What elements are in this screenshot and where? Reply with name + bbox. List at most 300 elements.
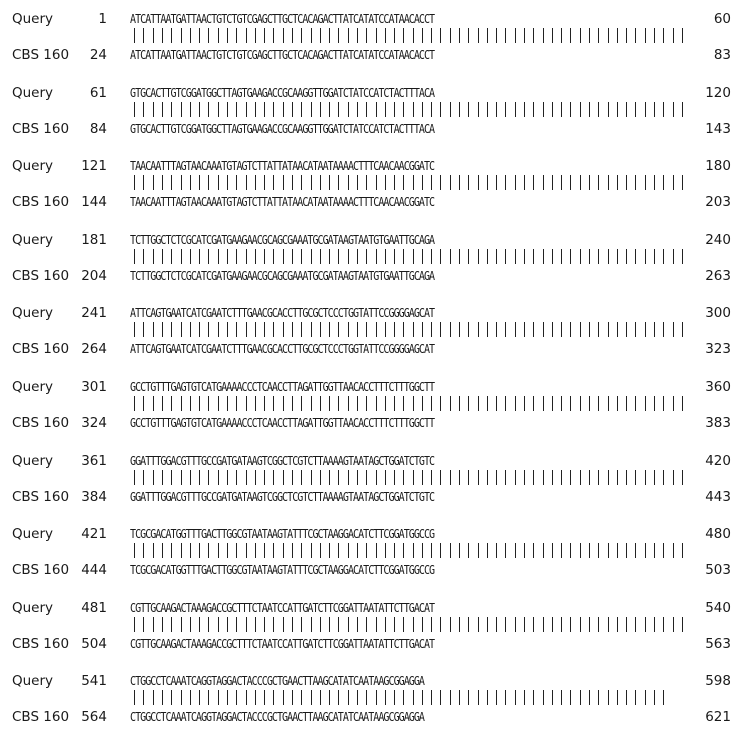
match-bar (338, 322, 339, 337)
match-bar (673, 175, 674, 190)
match-bar (357, 470, 358, 485)
match-bar (366, 617, 367, 632)
match-bar (236, 175, 237, 190)
alignment-block (0, 303, 741, 369)
match-bar (468, 543, 469, 558)
match-bar (422, 175, 423, 190)
match-bar (608, 102, 609, 117)
match-bar (236, 28, 237, 43)
match-bar (617, 690, 618, 705)
match-bar (181, 322, 182, 337)
match-bar (273, 543, 274, 558)
match-bar (255, 396, 256, 411)
match-bar (663, 690, 664, 705)
match-bar (552, 396, 553, 411)
match-bar (236, 617, 237, 632)
match-bar (635, 690, 636, 705)
match-bar (626, 28, 627, 43)
match-bar (199, 396, 200, 411)
match-bar (682, 396, 683, 411)
match-bar (524, 396, 525, 411)
match-bar (246, 249, 247, 264)
match-bar (589, 102, 590, 117)
match-bar (431, 396, 432, 411)
match-bar (153, 322, 154, 337)
match-bar (589, 28, 590, 43)
match-bar (283, 470, 284, 485)
match-bar (478, 322, 479, 337)
subject-sequence: TAACAATTTAGTAACAAATGTAGTCTTATTATAACATAATAAAACTTTCAACAACGGATC (130, 194, 435, 210)
query-label: Query (12, 231, 54, 248)
match-bar (348, 470, 349, 485)
subject-end-position: 263 (705, 267, 731, 284)
match-bar (255, 470, 256, 485)
match-bar (338, 617, 339, 632)
match-bar (143, 543, 144, 558)
match-bar (450, 28, 451, 43)
subject-sequence: ATTCAGTGAATCATCGAATCTTTGAACGCACCTTGCGCTCCCTGGTATTCCGGGGAGCAT (130, 341, 435, 357)
match-bar (533, 249, 534, 264)
match-bar (524, 470, 525, 485)
match-bar (190, 617, 191, 632)
subject-sequence: GTGCACTTGTCGGATGGCTTAGTGAAGACCGCAAGGTTGGATCTATCCATCTACTTTACA (130, 120, 435, 136)
match-bar (450, 102, 451, 117)
match-bar (450, 396, 451, 411)
match-bar (654, 543, 655, 558)
match-bar (338, 543, 339, 558)
match-bar (376, 102, 377, 117)
match-bar (264, 175, 265, 190)
match-bar (682, 102, 683, 117)
match-bar (459, 617, 460, 632)
match-bar (311, 28, 312, 43)
query-label: Query (12, 673, 54, 690)
query-sequence: CTGGCCTCAAATCAGGTAGGACTACCCGCTGAACTTAAGCATATCAATAAGCGGAGGA (130, 673, 424, 689)
match-bar (580, 470, 581, 485)
alignment-block (0, 83, 741, 149)
match-bar (478, 543, 479, 558)
match-bar (533, 322, 534, 337)
match-bar (673, 396, 674, 411)
match-bar (589, 175, 590, 190)
match-bar (431, 175, 432, 190)
match-bar (552, 617, 553, 632)
query-label: Query (12, 379, 54, 395)
match-bar (292, 543, 293, 558)
match-bar (431, 102, 432, 117)
match-bar (626, 102, 627, 117)
match-bar (440, 470, 441, 485)
subject-label: CBS 160 (12, 47, 70, 63)
match-bar (246, 175, 247, 190)
match-bar (153, 617, 154, 632)
match-bar (459, 28, 460, 43)
match-bar (515, 322, 516, 337)
match-bar (468, 690, 469, 705)
match-bar (246, 322, 247, 337)
match-bar (236, 396, 237, 411)
match-bar (199, 543, 200, 558)
match-bar (134, 28, 135, 43)
match-bar (450, 249, 451, 264)
match-bar (561, 175, 562, 190)
match-bar (663, 617, 664, 632)
match-bar (478, 28, 479, 43)
match-bar (366, 102, 367, 117)
subject-label: CBS 160 (12, 341, 70, 358)
match-bar (227, 322, 228, 337)
match-bar (580, 690, 581, 705)
alignment-block (0, 230, 741, 296)
match-bar (134, 690, 135, 705)
match-bar (645, 543, 646, 558)
match-bar (134, 175, 135, 190)
match-bar (543, 102, 544, 117)
match-bar (162, 617, 163, 632)
match-bar (292, 396, 293, 411)
match-bar (654, 175, 655, 190)
alignment-block (0, 598, 741, 664)
query-start-position: 541 (81, 673, 107, 690)
match-bar (682, 175, 683, 190)
match-bar (682, 617, 683, 632)
match-bar (543, 28, 544, 43)
match-bar (505, 322, 506, 337)
match-bar (236, 102, 237, 117)
match-bar (246, 28, 247, 43)
match-bar (478, 175, 479, 190)
match-bar (320, 249, 321, 264)
match-bar (264, 28, 265, 43)
match-bar (598, 470, 599, 485)
match-bar (561, 249, 562, 264)
match-bar (199, 690, 200, 705)
match-bar (496, 690, 497, 705)
match-bar (143, 102, 144, 117)
match-bar (440, 322, 441, 337)
subject-sequence: GCCTGTTTGAGTGTCATGAAAACCCTCAACCTTAGATTGGTTAACACCTTTCTTTGGCTT (130, 415, 435, 430)
match-bar (162, 102, 163, 117)
query-end-position: 420 (705, 452, 731, 469)
match-bar (329, 470, 330, 485)
subject-label: CBS 160 (12, 120, 70, 137)
match-bar (431, 249, 432, 264)
match-bar (199, 102, 200, 117)
match-bar (682, 322, 683, 337)
match-bar (589, 543, 590, 558)
alignment-block (0, 451, 741, 517)
match-bar (635, 543, 636, 558)
match-bar (663, 543, 664, 558)
match-bar (450, 690, 451, 705)
subject-sequence: CGTTGCAAGACTAAAGACCGCTTTCTAATCCATTGATCTTCGGATTAATATTCTTGACAT (130, 635, 435, 651)
match-bar (264, 396, 265, 411)
match-bar (348, 28, 349, 43)
match-line (0, 688, 741, 708)
match-bar (533, 543, 534, 558)
match-bar (292, 470, 293, 485)
match-bar (366, 28, 367, 43)
match-bar (403, 690, 404, 705)
match-bar (431, 28, 432, 43)
match-line (0, 468, 741, 488)
match-bar (134, 249, 135, 264)
match-bar (403, 396, 404, 411)
match-bar (283, 322, 284, 337)
subject-start-position: 504 (81, 635, 107, 652)
match-bar (413, 470, 414, 485)
match-bar (403, 249, 404, 264)
match-bar (320, 617, 321, 632)
match-bar (617, 28, 618, 43)
match-bar (543, 249, 544, 264)
match-bar (208, 322, 209, 337)
query-start-position: 301 (81, 379, 107, 395)
match-bar (320, 470, 321, 485)
match-bar (450, 470, 451, 485)
match-bar (617, 470, 618, 485)
match-bar (635, 470, 636, 485)
match-bar (301, 396, 302, 411)
subject-row (0, 339, 741, 359)
match-bar (376, 322, 377, 337)
match-bar (218, 102, 219, 117)
match-bar (153, 470, 154, 485)
match-bar (487, 396, 488, 411)
match-bar (580, 617, 581, 632)
match-bar (515, 543, 516, 558)
match-bar (413, 617, 414, 632)
match-bar (645, 249, 646, 264)
match-bar (301, 102, 302, 117)
match-bar (635, 249, 636, 264)
match-bar (357, 249, 358, 264)
match-bar (468, 249, 469, 264)
match-bar (255, 28, 256, 43)
query-label: Query (12, 11, 54, 27)
subject-row (0, 560, 741, 580)
match-bar (617, 396, 618, 411)
match-bar (218, 249, 219, 264)
match-bar (134, 470, 135, 485)
query-sequence: GGATTTGGACGTTTGCCGATGATAAGTCGGCTCGTCTTAAAAGTAATAGCTGGATCTGTC (130, 452, 435, 468)
match-bar (515, 396, 516, 411)
match-bar (515, 249, 516, 264)
match-bar (385, 322, 386, 337)
match-bar (162, 28, 163, 43)
match-bar (422, 322, 423, 337)
match-bar (199, 249, 200, 264)
match-bar (190, 175, 191, 190)
match-bar (673, 543, 674, 558)
subject-end-position: 383 (705, 415, 731, 431)
match-bar (635, 175, 636, 190)
match-bar (311, 396, 312, 411)
match-bar (338, 175, 339, 190)
match-bar (673, 617, 674, 632)
match-bar (376, 396, 377, 411)
query-end-position: 540 (705, 599, 731, 616)
match-bar (181, 175, 182, 190)
query-label: Query (12, 452, 54, 469)
query-sequence: GCCTGTTTGAGTGTCATGAAAACCCTCAACCTTAGATTGGTTAACACCTTTCTTTGGCTT (130, 379, 435, 394)
match-bar (645, 175, 646, 190)
match-bar (385, 28, 386, 43)
match-bar (366, 249, 367, 264)
match-bar (413, 249, 414, 264)
query-end-position: 598 (705, 673, 731, 690)
match-bar (487, 322, 488, 337)
match-bar (162, 322, 163, 337)
match-bar (403, 322, 404, 337)
match-bar (153, 28, 154, 43)
match-bar (617, 175, 618, 190)
query-sequence: CGTTGCAAGACTAAAGACCGCTTTCTAATCCATTGATCTTCGGATTAATATTCTTGACAT (130, 599, 435, 615)
subject-row (0, 192, 741, 212)
match-bar (190, 543, 191, 558)
match-bar (673, 28, 674, 43)
match-bar (440, 175, 441, 190)
match-bar (598, 28, 599, 43)
match-bar (264, 322, 265, 337)
match-bar (496, 470, 497, 485)
match-bar (320, 102, 321, 117)
match-bar (440, 28, 441, 43)
match-bar (348, 617, 349, 632)
match-bar (608, 396, 609, 411)
match-bar (608, 543, 609, 558)
match-line (0, 320, 741, 340)
match-bar (570, 543, 571, 558)
match-bar (626, 249, 627, 264)
match-bar (468, 470, 469, 485)
subject-end-position: 323 (705, 341, 731, 358)
subject-sequence: TCTTGGCTCTCGCATCGATGAAGAACGCAGCGAAATGCGATAAGTAATGTGAATTGCAGA (130, 267, 435, 283)
match-bar (218, 617, 219, 632)
match-bar (134, 322, 135, 337)
match-bar (468, 396, 469, 411)
subject-end-position: 83 (713, 47, 731, 63)
match-bar (311, 249, 312, 264)
match-bar (190, 470, 191, 485)
match-bar (478, 249, 479, 264)
query-end-position: 480 (705, 526, 731, 543)
match-bar (357, 28, 358, 43)
match-bar (181, 690, 182, 705)
query-start-position: 61 (89, 84, 107, 101)
match-bar (524, 690, 525, 705)
match-bar (478, 690, 479, 705)
match-bar (329, 249, 330, 264)
match-bar (440, 617, 441, 632)
match-bar (505, 175, 506, 190)
match-bar (570, 690, 571, 705)
match-bar (311, 470, 312, 485)
match-bar (515, 470, 516, 485)
match-bar (366, 396, 367, 411)
match-bar (394, 543, 395, 558)
match-bar (376, 175, 377, 190)
match-bar (283, 249, 284, 264)
match-bar (589, 249, 590, 264)
match-bar (496, 28, 497, 43)
subject-end-position: 503 (705, 562, 731, 579)
match-bar (329, 617, 330, 632)
match-bar (543, 396, 544, 411)
match-bar (311, 543, 312, 558)
match-bar (682, 543, 683, 558)
match-bar (385, 690, 386, 705)
match-bar (505, 249, 506, 264)
subject-start-position: 444 (81, 562, 107, 579)
match-bar (311, 690, 312, 705)
match-bar (645, 322, 646, 337)
match-bar (570, 249, 571, 264)
subject-sequence: CTGGCCTCAAATCAGGTAGGACTACCCGCTGAACTTAAGCATATCAATAAGCGGAGGA (130, 709, 424, 725)
match-bar (543, 617, 544, 632)
match-bar (654, 102, 655, 117)
match-bar (654, 617, 655, 632)
match-bar (171, 175, 172, 190)
match-bar (626, 396, 627, 411)
match-bar (561, 617, 562, 632)
match-bar (505, 102, 506, 117)
match-bar (468, 28, 469, 43)
match-line (0, 541, 741, 561)
match-bar (301, 617, 302, 632)
match-bar (162, 175, 163, 190)
match-bar (357, 175, 358, 190)
subject-row (0, 487, 741, 507)
match-bar (440, 396, 441, 411)
subject-row (0, 119, 741, 139)
match-bar (208, 543, 209, 558)
match-bar (431, 470, 432, 485)
match-bar (171, 322, 172, 337)
match-bar (329, 543, 330, 558)
match-bar (608, 322, 609, 337)
match-bar (515, 690, 516, 705)
match-bar (394, 690, 395, 705)
match-bar (533, 102, 534, 117)
query-start-position: 361 (81, 452, 107, 469)
query-end-position: 300 (705, 305, 731, 322)
match-bar (292, 617, 293, 632)
match-bar (626, 175, 627, 190)
match-bar (366, 470, 367, 485)
match-bar (654, 470, 655, 485)
match-bar (515, 102, 516, 117)
match-bar (524, 249, 525, 264)
match-bar (190, 102, 191, 117)
subject-row (0, 413, 741, 433)
match-bar (283, 617, 284, 632)
match-bar (227, 690, 228, 705)
match-bar (301, 175, 302, 190)
match-bar (413, 28, 414, 43)
match-bar (348, 322, 349, 337)
match-bar (431, 690, 432, 705)
match-bar (505, 543, 506, 558)
match-bar (626, 617, 627, 632)
match-bar (533, 690, 534, 705)
match-bar (311, 175, 312, 190)
subject-label: CBS 160 (12, 415, 70, 431)
match-bar (357, 690, 358, 705)
match-bar (580, 322, 581, 337)
match-bar (459, 470, 460, 485)
match-bar (385, 396, 386, 411)
